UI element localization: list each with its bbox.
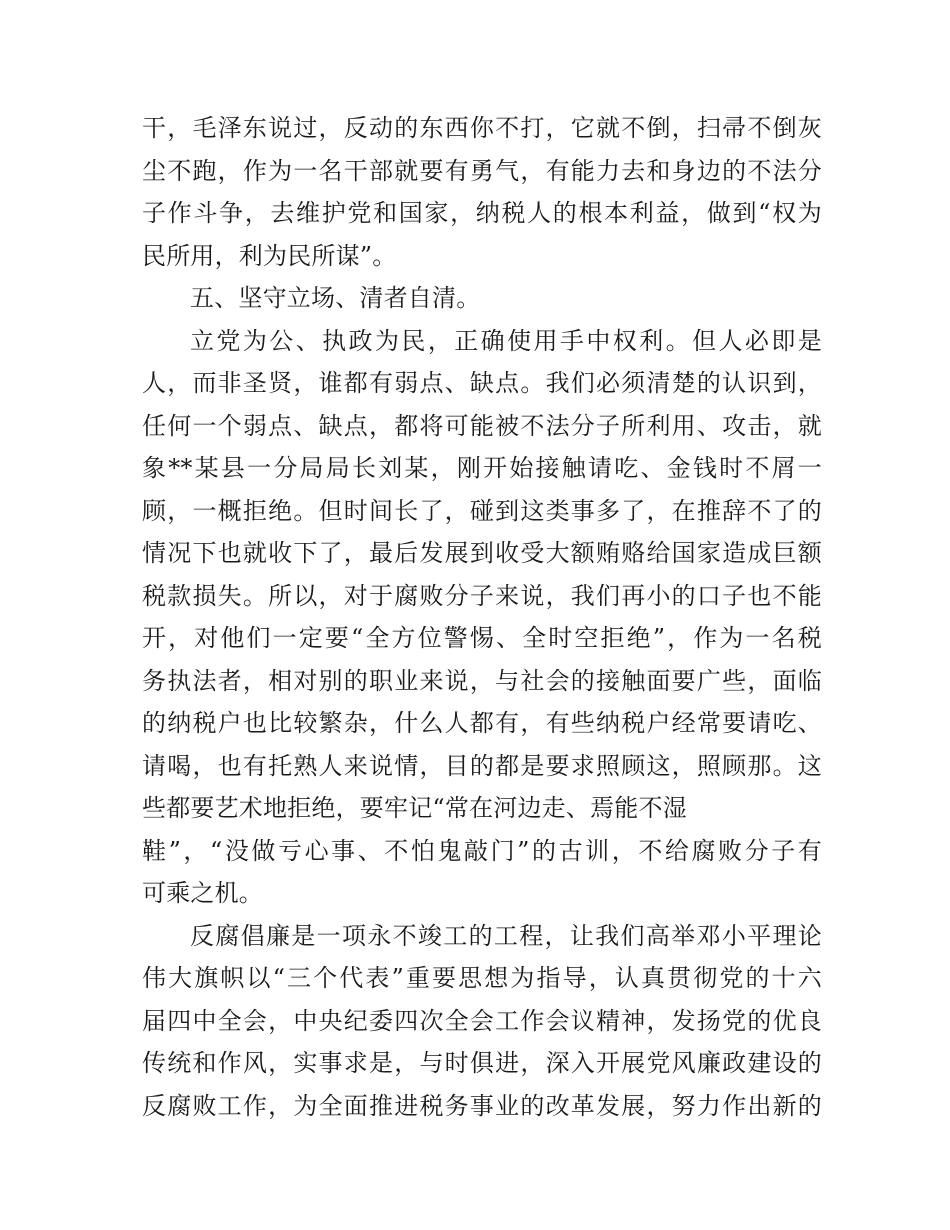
text-line: 人，而非圣贤，谁都有弱点、缺点。我们必须清楚的认识到， [142,369,822,397]
text-line: 反腐倡廉是一项永不竣工的工程，让我们高举邓小平理论 [190,922,822,950]
text-line: 鞋”，“没做亏心事、不怕鬼敲门”的古训，不给腐败分子有 [142,837,822,865]
text-line: 务执法者，相对别的职业来说，与社会的接触面要广些，面临 [142,667,822,695]
text-line: 税款损失。所以，对于腐败分子来说，我们再小的口子也不能 [142,582,822,610]
text-line: 顾，一概拒绝。但时间长了，碰到这类事多了，在推辞不了的 [142,497,822,525]
text-line: 的纳税户也比较繁杂，什么人都有，有些纳税户经常要请吃、 [142,709,822,737]
text-line: 情况下也就收下了，最后发展到收受大额贿赂给国家造成巨额 [142,539,822,567]
text-line: 象**某县一分局局长刘某，刚开始接触请吃、金钱时不屑一 [142,454,822,482]
text-line: 可乘之机。 [142,879,263,907]
text-line: 民所用，利为民所谋”。 [142,242,397,270]
text-line: 开，对他们一定要“全方位警惕、全时空拒绝”，作为一名税 [142,624,822,652]
section-heading: 五、坚守立场、清者自清。 [190,284,481,312]
text-line: 反腐败工作，为全面推进税务事业的改革发展，努力作出新的 [142,1092,822,1120]
text-line: 干，毛泽东说过，反动的东西你不打，它就不倒，扫帚不倒灰 [142,114,822,142]
text-line: 届四中全会，中央纪委四次全会工作会议精神，发扬党的优良 [142,1007,822,1035]
text-line: 些都要艺术地拒绝，要牢记“常在河边走、焉能不湿 [142,794,687,822]
text-line: 传统和作风，实事求是，与时俱进，深入开展党风廉政建设的 [142,1049,822,1077]
text-line: 伟大旗帜以“三个代表”重要思想为指导，认真贯彻党的十六 [142,964,822,992]
text-line: 请喝，也有托熟人来说情，目的都是要求照顾这，照顾那。这 [142,752,822,780]
text-line: 立党为公、执政为民，正确使用手中权利。但人必即是 [190,327,822,355]
text-line: 尘不跑，作为一名干部就要有勇气，有能力去和身边的不法分 [142,157,822,185]
text-line: 任何一个弱点、缺点，都将可能被不法分子所利用、攻击，就 [142,412,822,440]
text-line: 子作斗争，去维护党和国家，纳税人的根本利益，做到“权为 [142,199,822,227]
